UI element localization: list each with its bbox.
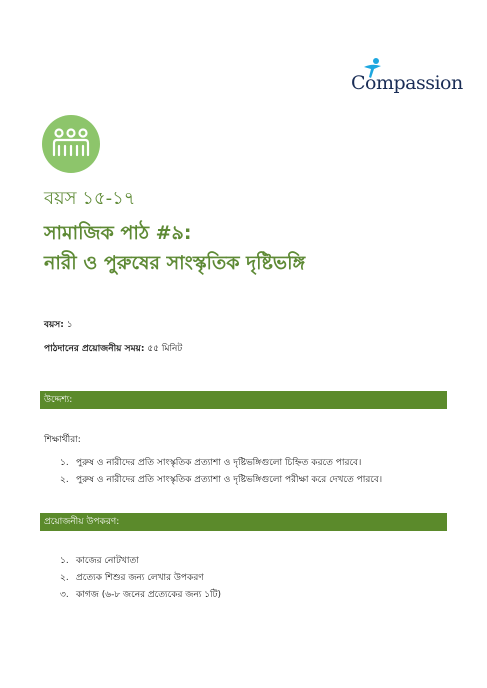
duration-meta-label: পাঠদানের প্রয়োজনীয় সময়: [44, 344, 145, 354]
objectives-list [60, 455, 382, 489]
age-range-heading: বয়স ১৫-১৭ [44, 188, 136, 209]
duration-meta-value: ৫৫ মিনিট [147, 344, 183, 354]
objective-text: পুরুষ ও নারীদের প্রতি সাংস্কৃতিক প্রত্যাশা ও দৃষ্টিভঙ্গিগুলো পরীক্ষা করে দেখতে পারবে। [76, 475, 383, 485]
group-people-icon [42, 115, 100, 173]
logo-wordmark: Compassion [351, 72, 463, 94]
materials-heading: প্রয়োজনীয় উপকরণ: [40, 513, 447, 531]
material-number: ১. [60, 556, 69, 566]
material-text: কাজের নোটখাতা [76, 556, 139, 566]
age-meta-value: ১ [66, 320, 73, 330]
material-item [60, 587, 221, 604]
material-text: কাগজ (৬-৮ জনের প্রত্যেকের জন্য ১টি) [76, 590, 222, 600]
lesson-title [44, 218, 305, 278]
material-number: ৩. [60, 590, 69, 600]
duration-meta [44, 341, 182, 356]
compassion-logo [351, 57, 463, 97]
objective-text: পুরুষ ও নারীদের প্রতি সাংস্কৃতিক প্রত্যাশা ও দৃষ্টিভঙ্গিগুলো চিহ্নিত করতে পারবে। [76, 458, 362, 468]
age-meta-label: বয়স: [44, 320, 64, 330]
objective-number: ২. [60, 475, 69, 485]
material-item [60, 570, 221, 587]
material-text: প্রত্যেক শিশুর জন্য লেখার উপকরণ [76, 573, 204, 583]
age-meta [44, 317, 73, 332]
material-number: ২. [60, 573, 69, 583]
objectives-heading: উদ্দেশ্য: [40, 391, 447, 409]
objectives-intro: শিক্ষার্থীরা: [44, 435, 81, 445]
objective-number: ১. [60, 458, 69, 468]
age-group-badge [42, 115, 100, 173]
material-item [60, 553, 221, 570]
lesson-title-line1: সামাজিক পাঠ #৯: [44, 222, 192, 244]
objective-item [60, 472, 382, 489]
objective-item [60, 455, 382, 472]
materials-list [60, 553, 221, 604]
lesson-title-line2: নারী ও পুরুষের সাংস্কৃতিক দৃষ্টিভঙ্গি [44, 252, 306, 274]
